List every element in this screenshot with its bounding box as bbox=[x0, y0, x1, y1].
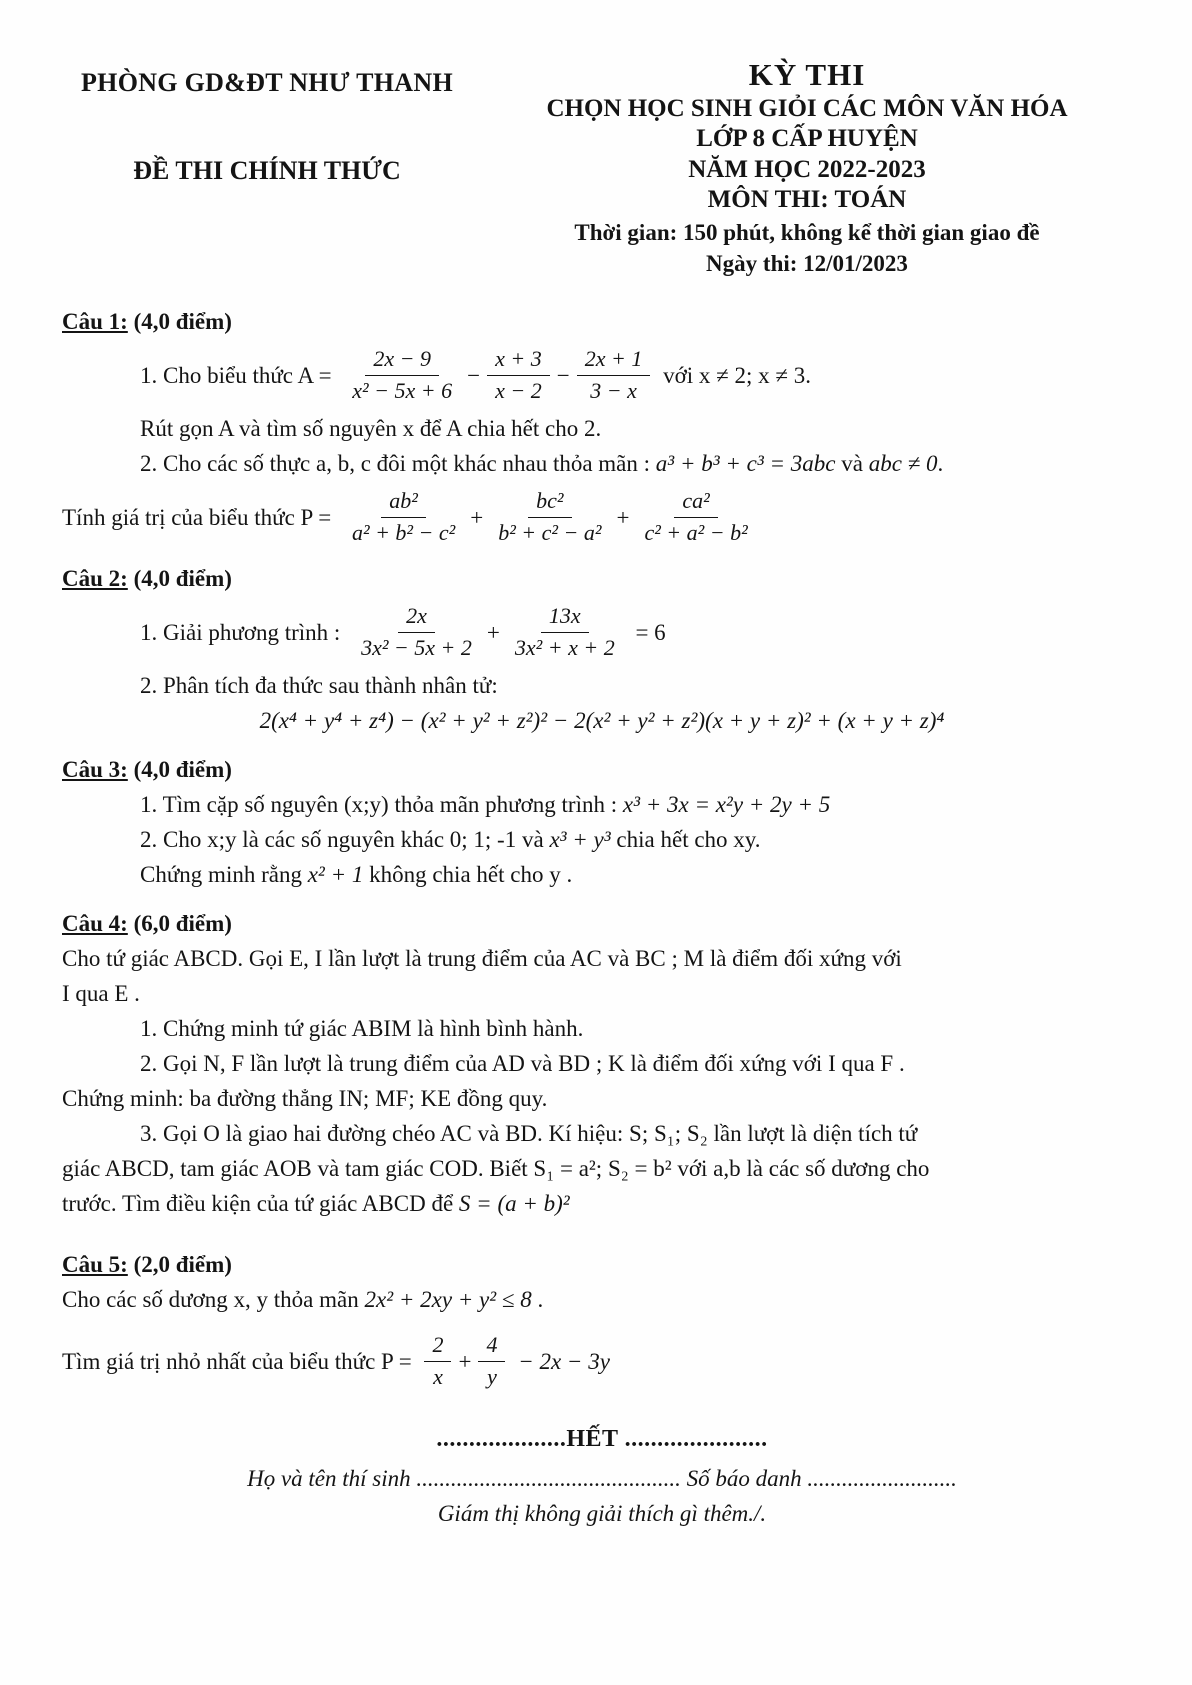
fraction-denominator: 3x² + x + 2 bbox=[514, 634, 615, 660]
cau1-points: (4,0 điểm) bbox=[133, 308, 232, 334]
exam-date: Ngày thi: 12/01/2023 bbox=[706, 250, 908, 276]
operator: + bbox=[486, 619, 500, 645]
header-right bbox=[472, 56, 1142, 278]
cau2-points: (4,0 điểm) bbox=[133, 566, 232, 592]
fraction bbox=[478, 1331, 505, 1391]
cau4-intro-line1: Cho tứ giác ABCD. Gọi E, I lần lượt là trung điểm của AC và BC ; M là điểm đối xứng với bbox=[62, 946, 902, 972]
fraction-numerator: 13x bbox=[541, 602, 589, 633]
fraction-numerator: ca² bbox=[674, 487, 717, 518]
fraction-numerator: bc² bbox=[528, 487, 571, 518]
cau3-q2b-expression: x² + 1 bbox=[307, 862, 364, 888]
cau5-q2-pre: Tìm giá trị nhỏ nhất của biểu thức P = bbox=[62, 1349, 418, 1375]
fraction-denominator: x² − 5x + 6 bbox=[352, 377, 453, 403]
cau1-q2b-formula bbox=[62, 487, 1142, 547]
cau4-q3-line2: giác ABCD, tam giác AOB và tam giác COD. Biết S₁ = a²; S₂ = b² với a,b là các số dương cho bbox=[62, 1156, 930, 1182]
cau4-points: (6,0 điểm) bbox=[133, 911, 232, 937]
fraction bbox=[507, 602, 623, 662]
exam-subject: MÔN THI: TOÁN bbox=[707, 186, 907, 214]
cau1-q2-text bbox=[62, 446, 1142, 481]
cau1-q2-pre: 2. Cho các số thực a, b, c đôi một khác nhau thỏa mãn : bbox=[140, 451, 656, 477]
cau5-q2-tail: − 2x − 3y bbox=[512, 1349, 610, 1375]
cau3-q2-pre: 2. Cho x;y là các số nguyên khác 0; 1; -1 và bbox=[140, 827, 550, 853]
fraction-numerator: ab² bbox=[381, 487, 426, 518]
fraction bbox=[353, 602, 480, 662]
fraction-denominator: y bbox=[487, 1364, 497, 1390]
cau5-q1-pre: Cho các số dương x, y thỏa mãn bbox=[62, 1287, 365, 1313]
cau3-q2b-pre: Chứng minh rằng bbox=[140, 862, 308, 888]
cau4-q2-text: 2. Gọi N, F lần lượt là trung điểm của AD và BD ; K là điểm đối xứng với I qua F . bbox=[140, 1051, 905, 1077]
cau2-label: Câu 2: bbox=[62, 566, 128, 592]
school-year: NĂM HỌC 2022-2023 bbox=[688, 155, 926, 183]
cau3-q2-expression: x³ + y³ bbox=[549, 827, 611, 853]
cau3-q2b-post: không chia hết cho y . bbox=[363, 862, 573, 888]
fraction-denominator: x bbox=[433, 1364, 443, 1390]
cau3-q2-text bbox=[62, 822, 1142, 857]
cau1-q1b-text: Rút gọn A và tìm số nguyên x để A chia hết cho 2. bbox=[140, 416, 602, 442]
fraction bbox=[487, 345, 550, 405]
operator: + bbox=[616, 504, 630, 530]
exam-title: KỲ THI bbox=[748, 57, 866, 92]
fraction-numerator: 2 bbox=[424, 1331, 451, 1362]
cau1-label: Câu 1: bbox=[62, 308, 128, 334]
cau1-q2b-pre: Tính giá trị của biểu thức P = bbox=[62, 504, 337, 530]
cau5-q1-text bbox=[62, 1282, 1142, 1317]
issuing-office: PHÒNG GD&ĐT NHƯ THANH bbox=[80, 68, 453, 97]
operator: + bbox=[470, 504, 484, 530]
fraction-numerator: 2x − 9 bbox=[365, 345, 439, 376]
fraction bbox=[636, 487, 755, 547]
exam-body bbox=[62, 304, 1142, 1531]
cau3-q1-equation: x³ + 3x = x²y + 2y + 5 bbox=[622, 792, 831, 818]
fraction-denominator: 3 − x bbox=[590, 377, 637, 403]
cau5-header bbox=[62, 1247, 1142, 1282]
cau1-q2-mid: và bbox=[835, 451, 869, 477]
cau1-q2-post: . bbox=[937, 451, 944, 477]
fraction bbox=[344, 345, 460, 405]
cau3-q2b-text bbox=[62, 857, 1142, 892]
cau2-q1-result: = 6 bbox=[629, 619, 666, 645]
fraction-numerator: 2x bbox=[398, 602, 435, 633]
cau3-header bbox=[62, 752, 1142, 787]
cau1-header bbox=[62, 304, 1142, 339]
fraction-numerator: x + 3 bbox=[487, 345, 550, 376]
cau3-q2-post: chia hết cho xy. bbox=[610, 827, 761, 853]
fraction bbox=[577, 345, 651, 405]
cau4-intro-line2: I qua E . bbox=[62, 981, 140, 1007]
fraction-denominator: a² + b² − c² bbox=[351, 519, 456, 545]
exam-duration: Thời gian: 150 phút, không kể thời gian giao đề bbox=[574, 219, 1040, 245]
cau1-q1-condition: với x ≠ 2; x ≠ 3. bbox=[657, 362, 812, 388]
cau4-q3-line3-pre: trước. Tìm điều kiện của tứ giác ABCD để bbox=[62, 1191, 459, 1217]
cau3-q1-text bbox=[62, 787, 1142, 822]
cau4-q3-condition: S = (a + b)² bbox=[458, 1191, 570, 1217]
cau4-q3-line3 bbox=[62, 1186, 1142, 1221]
cau1-q2-condition: abc ≠ 0 bbox=[868, 451, 938, 477]
fraction bbox=[344, 487, 463, 547]
cau4-header bbox=[62, 906, 1142, 941]
proctor-note: Giám thị không giải thích gì thêm./. bbox=[437, 1500, 767, 1526]
cau5-points: (2,0 điểm) bbox=[133, 1252, 232, 1278]
exam-subtitle-1: CHỌN HỌC SINH GIỎI CÁC MÔN VĂN HÓA bbox=[546, 94, 1068, 122]
header-left bbox=[62, 56, 472, 278]
candidate-name-line: Họ và tên thí sinh .............................................. Số báo danh .......................... bbox=[247, 1465, 957, 1491]
fraction-denominator: b² + c² − a² bbox=[498, 519, 602, 545]
cau5-q1-inequality: 2x² + 2xy + y² ≤ 8 bbox=[364, 1287, 532, 1313]
cau2-q2-expression: 2(x⁴ + y⁴ + z⁴) − (x² + y² + z²)² − 2(x² + y² + z²)(x + y + z)² + (x + y + z)⁴ bbox=[259, 708, 945, 734]
cau3-q1-pre: 1. Tìm cặp số nguyên (x;y) thỏa mãn phương trình : bbox=[140, 792, 623, 818]
cau2-q1-pre: 1. Giải phương trình : bbox=[140, 619, 347, 645]
cau4-q2b-text: Chứng minh: ba đường thẳng IN; MF; KE đồng quy. bbox=[62, 1086, 548, 1112]
cau5-label: Câu 5: bbox=[62, 1252, 128, 1278]
fraction-denominator: 3x² − 5x + 2 bbox=[361, 634, 472, 660]
header bbox=[62, 56, 1142, 278]
fraction-denominator: c² + a² − b² bbox=[644, 519, 748, 545]
end-of-exam-line: ....................HẾT ...................... bbox=[436, 1425, 768, 1452]
official-exam-label: ĐỀ THI CHÍNH THỨC bbox=[133, 156, 401, 185]
operator: + bbox=[458, 1349, 472, 1375]
cau2-q2-text: 2. Phân tích đa thức sau thành nhân tử: bbox=[140, 673, 498, 699]
fraction-numerator: 4 bbox=[478, 1331, 505, 1362]
cau1-q1-formula bbox=[62, 345, 1142, 405]
cau4-label: Câu 4: bbox=[62, 911, 128, 937]
cau5-q2-formula bbox=[62, 1331, 1142, 1391]
cau1-q1-pre: 1. Cho biểu thức A = bbox=[140, 362, 338, 388]
cau3-points: (4,0 điểm) bbox=[133, 757, 232, 783]
cau4-q3-line1: 3. Gọi O là giao hai đường chéo AC và BD. Kí hiệu: S; S₁; S₂ lần lượt là diện tích tứ bbox=[140, 1121, 918, 1147]
cau5-q1-post: . bbox=[531, 1287, 544, 1313]
cau2-q1-formula bbox=[62, 602, 1142, 662]
operator: − bbox=[467, 362, 481, 388]
operator: − bbox=[556, 362, 570, 388]
fraction-denominator: x − 2 bbox=[495, 377, 542, 403]
cau1-q2-equation: a³ + b³ + c³ = 3abc bbox=[655, 451, 836, 477]
cau2-header bbox=[62, 561, 1142, 596]
cau4-q1-text: 1. Chứng minh tứ giác ABIM là hình bình hành. bbox=[140, 1016, 584, 1042]
fraction bbox=[424, 1331, 451, 1391]
exam-subtitle-2: LỚP 8 CẤP HUYỆN bbox=[696, 125, 918, 153]
cau3-label: Câu 3: bbox=[62, 757, 128, 783]
fraction-numerator: 2x + 1 bbox=[577, 345, 651, 376]
fraction bbox=[490, 487, 609, 547]
